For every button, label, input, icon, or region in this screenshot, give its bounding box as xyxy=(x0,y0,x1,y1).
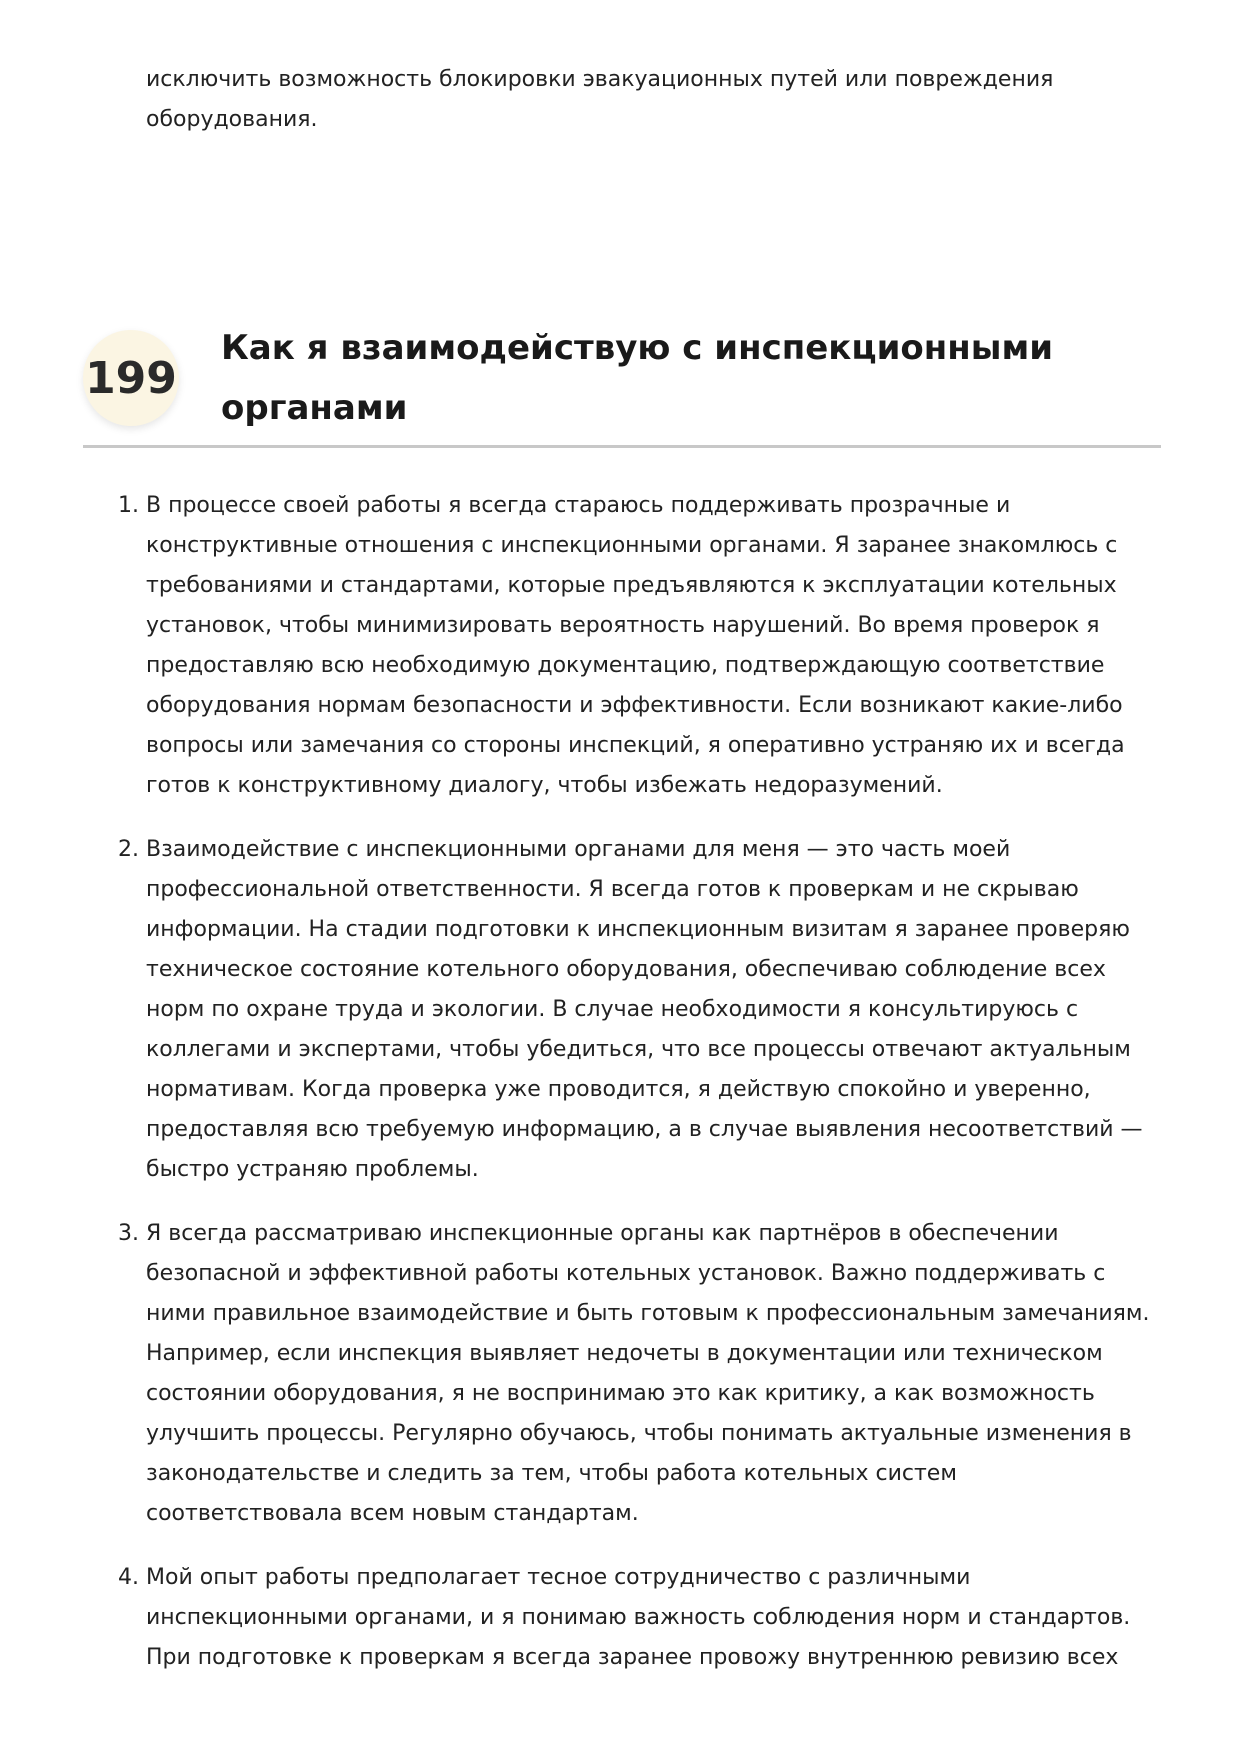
list-item-text: Я всегда рассматриваю инспекционные органы как партнёров в обеспечении безопасной и эффективной работы котельных установок. Важно поддерживать с ними правильное взаимодействие и быть готовым к профессиональным замечаниям. Например, если инспекция выявляет недочеты в документации или техническом состоянии оборудования, я не воспринимаю это как критику, а как возможность улучшить процессы. Регулярно обучаюсь, чтобы понимать актуальные изменения в законодательстве и следить за тем, чтобы работа котельных систем соответствовала всем новым стандартам. xyxy=(146,1221,1150,1526)
list-item-number: 3. xyxy=(118,1221,139,1246)
list-item xyxy=(118,1558,1156,1678)
carry-over-paragraph: исключить возможность блокировки эвакуационных путей или повреждения оборудования. xyxy=(146,67,1054,132)
list-item-number: 2. xyxy=(118,837,139,862)
answer-list xyxy=(118,486,1156,1702)
list-item xyxy=(118,486,1156,806)
list-item-number: 1. xyxy=(118,493,139,518)
section-header xyxy=(83,318,1161,448)
section-title: Как я взаимодействую с инспекционными органами xyxy=(221,328,1054,428)
list-item-number: 4. xyxy=(118,1565,139,1590)
section-number-badge: 199 xyxy=(83,330,179,426)
list-item-text: Взаимодействие с инспекционными органами для меня — это часть моей профессиональной ответственности. Я всегда готов к проверкам и не скрываю информации. На стадии подготовки к инспекционным визитам я заранее проверяю техническое состояние котельного оборудования, обеспечиваю соблюдение всех норм по охране труда и экологии. В случае необходимости я консультируюсь с коллегами и экспертами, чтобы убедиться, что все процессы отвечают актуальным нормативам. Когда проверка уже проводится, я действую спокойно и уверенно, предоставляя всю требуемую информацию, а в случае выявления несоответствий — быстро устраняю проблемы. xyxy=(146,837,1143,1182)
list-item xyxy=(118,830,1156,1190)
list-item-text: В процессе своей работы я всегда стараюсь поддерживать прозрачные и конструктивные отношения с инспекционными органами. Я заранее знакомлюсь с требованиями и стандартами, которые предъявляются к эксплуатации котельных установок, чтобы минимизировать вероятность нарушений. Во время проверок я предоставляю всю необходимую документацию, подтверждающую соответствие оборудования нормам безопасности и эффективности. Если возникают какие-либо вопросы или замечания со стороны инспекций, я оперативно устраняю их и всегда готов к конструктивному диалогу, чтобы избежать недоразумений. xyxy=(146,493,1125,798)
list-item-text: Мой опыт работы предполагает тесное сотрудничество с различными инспекционными органами, и я понимаю важность соблюдения норм и стандартов. При подготовке к проверкам я всегда заранее провожу внутреннюю ревизию всех xyxy=(146,1565,1131,1670)
list-item xyxy=(118,1214,1156,1534)
